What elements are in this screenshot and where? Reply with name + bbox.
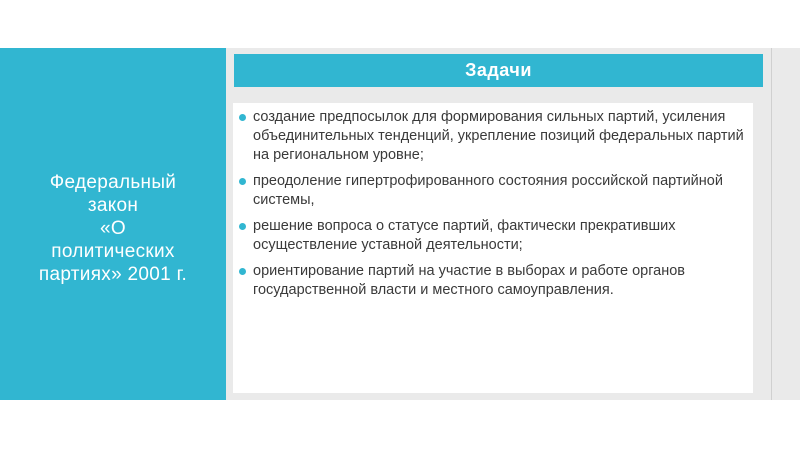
list-item-text: преодоление гипертрофированного состояния российской партийной системы,	[253, 173, 723, 208]
left-title-line: политических	[51, 240, 175, 262]
list-item-text: ориентирование партий на участие в выборах и работе органов государственной власти и местного самоуправления.	[253, 263, 686, 298]
bullet-dot-icon	[239, 223, 246, 230]
left-title-panel	[0, 48, 226, 400]
list-item-text: создание предпосылок для формирования сильных партий, усиления объединительных тенденций, укрепление позиций федеральных партий на региональном уровне;	[253, 109, 744, 163]
bullet-dot-icon	[239, 268, 246, 275]
right-divider	[771, 48, 772, 400]
left-title-line: закон	[87, 194, 139, 216]
bullet-list	[233, 103, 753, 300]
list-item	[239, 172, 747, 210]
left-title-line: «О	[100, 217, 126, 239]
section-header	[234, 54, 763, 87]
bullet-dot-icon	[239, 178, 246, 185]
left-title	[13, 171, 213, 286]
list-item	[239, 108, 747, 165]
bullet-dot-icon	[239, 114, 246, 121]
list-item	[239, 262, 747, 300]
list-item	[239, 217, 747, 255]
list-item-text: решение вопроса о статусе партий, фактически прекративших осуществление уставной деятельности;	[253, 218, 676, 253]
section-header-label: Задачи	[465, 60, 532, 80]
content-box	[233, 103, 753, 393]
left-title-line: партиях» 2001 г.	[38, 263, 188, 285]
left-title-line: Федеральный	[49, 171, 177, 193]
